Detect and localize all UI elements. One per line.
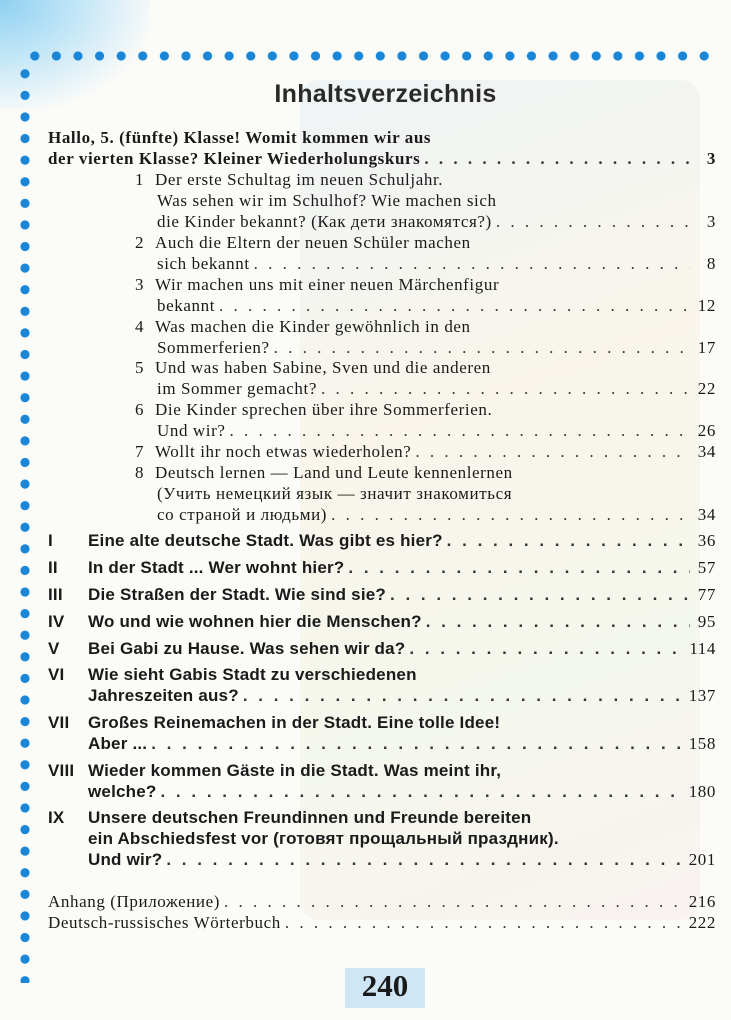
dot-leader: [447, 531, 690, 551]
lesson-entry-5-line-2: im Sommer gemacht? . . . 22: [157, 379, 716, 399]
unit-entry-8[interactable]: VIII Wieder kommen Gäste in die Stadt. Was meint ihr,: [48, 761, 502, 780]
page-ref: 22: [697, 379, 716, 398]
page-ref: 34: [697, 505, 716, 524]
lesson-entry-4[interactable]: 4 Was machen die Kinder gewöhnlich in den: [135, 317, 471, 336]
dotted-border-left: [18, 63, 32, 983]
unit-entry-2[interactable]: II In der Stadt ... Wer wohnt hier? . . . 57: [48, 558, 716, 578]
lesson-entry-2-line-2: sich bekannt . . . 8: [157, 254, 716, 274]
lesson-entry-8-line-2: (Учить немецкий язык — значит знакомиться: [157, 484, 513, 503]
lesson-entry-1-line-2: Was sehen wir im Schulhof? Wie machen sich: [157, 191, 497, 210]
unit-entry-5[interactable]: V Bei Gabi zu Hause. Was sehen wir da? . . . 114: [48, 639, 716, 659]
dot-leader: [424, 149, 690, 169]
dot-leader: [496, 212, 690, 232]
lesson-entry-2[interactable]: 2 Auch die Eltern der neuen Schüler machen: [135, 233, 471, 252]
unit-entry-6-line-2: Jahreszeiten aus? . . . 137: [88, 686, 716, 706]
unit-entry-9-line-2: ein Abschiedsfest vor (готовят прощальный праздник).: [88, 829, 559, 848]
page-title: Inhaltsverzeichnis: [274, 80, 497, 108]
lesson-entry-3[interactable]: 3 Wir machen uns mit einer neuen Märchenfigur: [135, 275, 500, 294]
unit-entry-8-line-2: welche? . . . 180: [88, 782, 716, 802]
dot-leader: [151, 734, 684, 754]
lesson-entry-1[interactable]: 1 Der erste Schultag im neuen Schuljahr.: [135, 170, 444, 189]
page-ref: 137: [688, 686, 716, 705]
page-ref: 216: [688, 892, 716, 911]
unit-entry-9-line-3: Und wir? . . . 201: [88, 850, 716, 870]
dot-leader: [230, 421, 690, 441]
unit-entry-9[interactable]: IX Unsere deutschen Freundinnen und Freunde bereiten: [48, 808, 532, 827]
dot-leader: [166, 850, 684, 870]
page-ref: 17: [697, 338, 716, 357]
page-number: 240: [345, 968, 425, 1008]
dot-leader: [415, 442, 690, 462]
page-ref: 12: [697, 296, 716, 315]
appendix-entry[interactable]: Anhang (Приложение) . . . 216: [48, 892, 716, 912]
dot-leader: [254, 254, 690, 274]
lesson-entry-3-line-2: bekannt . . . 12: [157, 296, 716, 316]
page-ref: 95: [697, 612, 716, 631]
lesson-entry-8[interactable]: 8 Deutsch lernen — Land und Leute kennenlernen: [135, 463, 513, 482]
page-ref: 158: [688, 734, 716, 753]
page-ref: 57: [697, 558, 716, 577]
page-ref: 8: [706, 254, 716, 273]
dot-leader: [390, 585, 690, 605]
dot-leader: [274, 338, 690, 358]
dot-leader: [426, 612, 690, 632]
page-ref: 222: [688, 913, 716, 932]
dictionary-entry[interactable]: Deutsch-russisches Wörterbuch . . . 222: [48, 913, 716, 933]
lesson-entry-5[interactable]: 5 Und was haben Sabine, Sven und die anderen: [135, 358, 491, 377]
lesson-entry-7[interactable]: 7 Wollt ihr noch etwas wiederholen? . . . 34: [135, 442, 716, 462]
page-ref: 180: [688, 782, 716, 801]
dot-leader: [285, 913, 685, 933]
unit-entry-6[interactable]: VI Wie sieht Gabis Stadt zu verschiedenen: [48, 665, 417, 684]
page-ref: 34: [697, 442, 716, 461]
dot-leader: [331, 505, 690, 525]
lesson-entry-6-line-2: Und wir? . . . 26: [157, 421, 716, 441]
page-ref: 201: [688, 850, 716, 869]
dot-leader: [224, 892, 685, 912]
unit-entry-3[interactable]: III Die Straßen der Stadt. Wie sind sie? . . . 77: [48, 585, 716, 605]
intro-entry[interactable]: der vierten Klasse? Kleiner Wiederholungskurs . . . 3: [48, 149, 716, 169]
page-ref: 3: [706, 149, 716, 168]
lesson-entry-1-line-3: die Kinder bekannt? (Как дети знакомятся?) . . . 3: [157, 212, 716, 232]
page-ref: 26: [697, 421, 716, 440]
lesson-entry-8-line-3: со страной и людьми) . . . 34: [157, 505, 716, 525]
dot-leader: [409, 639, 685, 659]
intro-line-1: Hallo, 5. (fünfte) Klasse! Womit kommen wir aus: [48, 128, 432, 147]
lesson-entry-4-line-2: Sommerferien? . . . 17: [157, 338, 716, 358]
dot-leader: [243, 686, 685, 706]
dot-leader: [219, 296, 690, 316]
page-ref: 3: [706, 212, 716, 231]
unit-entry-1[interactable]: I Eine alte deutsche Stadt. Was gibt es hier? . . . 36: [48, 531, 716, 551]
page-ref: 77: [697, 585, 716, 604]
dot-leader: [321, 379, 690, 399]
page-ref: 36: [697, 531, 716, 550]
dot-leader: [160, 782, 684, 802]
lesson-entry-6[interactable]: 6 Die Kinder sprechen über ihre Sommerferien.: [135, 400, 493, 419]
unit-entry-4[interactable]: IV Wo und wie wohnen hier die Menschen? . . . 95: [48, 612, 716, 632]
page-ref: 114: [689, 639, 716, 658]
unit-entry-7[interactable]: VII Großes Reinemachen in der Stadt. Eine tolle Idee!: [48, 713, 501, 732]
dotted-border-top: [24, 49, 714, 63]
dot-leader: [348, 558, 690, 578]
unit-entry-7-line-2: Aber ... . . . 158: [88, 734, 716, 754]
